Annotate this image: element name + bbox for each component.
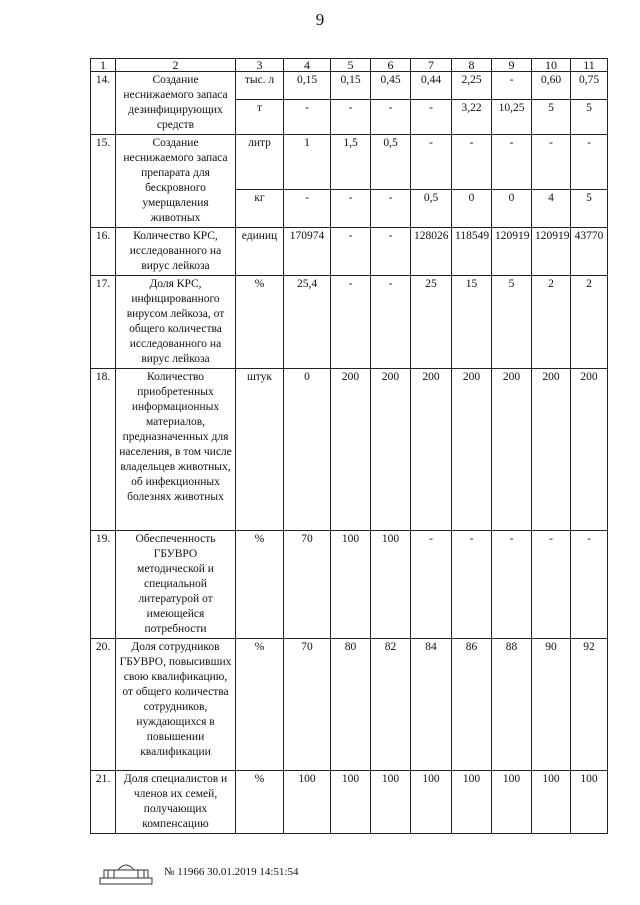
value-cell: 10,25 <box>492 100 532 135</box>
value-cell: 2 <box>571 276 608 369</box>
value-cell: - <box>532 531 571 639</box>
value-cell: 100 <box>571 771 608 834</box>
indicator-name: Количество КРС, исследованного на вирус лейкоза <box>116 228 236 276</box>
value-cell: 82 <box>371 639 411 771</box>
table-row <box>91 276 608 369</box>
column-header: 7 <box>411 59 452 72</box>
column-header: 9 <box>492 59 532 72</box>
column-header: 8 <box>452 59 492 72</box>
value-cell: 3,22 <box>452 100 492 135</box>
value-cell: 0,15 <box>331 72 371 100</box>
value-cell: - <box>492 135 532 190</box>
value-cell: 15 <box>452 276 492 369</box>
table-row <box>91 639 608 771</box>
value-cell: 5 <box>492 276 532 369</box>
unit-cell: % <box>236 276 284 369</box>
indicator-name: Доля сотрудников ГБУВРО, повысивших свою квалификацию, от общего количества сотрудников, нуждающихся в повышении квалификации <box>116 639 236 771</box>
value-cell: 80 <box>331 639 371 771</box>
unit-cell: % <box>236 531 284 639</box>
column-header: 6 <box>371 59 411 72</box>
indicator-name: Доля специалистов и членов их семей, получающих компенсацию <box>116 771 236 834</box>
page-number: 9 <box>315 10 325 29</box>
value-cell: - <box>571 531 608 639</box>
row-number: 17. <box>91 276 116 369</box>
indicator-name: Создание неснижаемого запаса препарата для бескровного умерщвления животных <box>116 135 236 228</box>
value-cell: 5 <box>532 100 571 135</box>
column-header: 2 <box>116 59 236 72</box>
value-cell: 2,25 <box>452 72 492 100</box>
column-header: 5 <box>331 59 371 72</box>
value-cell: 4 <box>532 190 571 228</box>
footer-stamp <box>98 858 298 886</box>
value-cell: 70 <box>284 531 331 639</box>
value-cell: - <box>331 228 371 276</box>
row-number: 14. <box>91 72 116 135</box>
value-cell: 100 <box>371 771 411 834</box>
value-cell: - <box>492 72 532 100</box>
row-number: 18. <box>91 369 116 531</box>
indicator-name: Обеспеченность ГБУВРО методической и специальной литературой от имеющейся потребности <box>116 531 236 639</box>
value-cell: 0 <box>492 190 532 228</box>
value-cell: 86 <box>452 639 492 771</box>
value-cell: - <box>284 100 331 135</box>
value-cell: 25 <box>411 276 452 369</box>
unit-cell: т <box>236 100 284 135</box>
indicator-name: Количество приобретенных информационных материалов, предназначенных для населения, в том числе владельцев животных, об инфекционных болезнях животных <box>116 369 236 531</box>
value-cell: 118549 <box>452 228 492 276</box>
value-cell: - <box>371 100 411 135</box>
column-header: 4 <box>284 59 331 72</box>
value-cell: 5 <box>571 190 608 228</box>
column-header: 11 <box>571 59 608 72</box>
value-cell: 0,44 <box>411 72 452 100</box>
value-cell: - <box>411 100 452 135</box>
unit-cell: литр <box>236 135 284 190</box>
value-cell: 200 <box>492 369 532 531</box>
row-number: 19. <box>91 531 116 639</box>
value-cell: - <box>492 531 532 639</box>
value-cell: - <box>371 228 411 276</box>
value-cell: - <box>452 531 492 639</box>
unit-cell: тыс. л <box>236 72 284 100</box>
emblem-icon <box>98 858 154 886</box>
value-cell: - <box>331 276 371 369</box>
value-cell: - <box>411 531 452 639</box>
value-cell: 1 <box>284 135 331 190</box>
value-cell: - <box>571 135 608 190</box>
value-cell: 100 <box>331 771 371 834</box>
value-cell: 0 <box>284 369 331 531</box>
row-number: 15. <box>91 135 116 228</box>
value-cell: 100 <box>284 771 331 834</box>
value-cell: 5 <box>571 100 608 135</box>
value-cell: 200 <box>452 369 492 531</box>
unit-cell: % <box>236 771 284 834</box>
value-cell: 128026 <box>411 228 452 276</box>
value-cell: - <box>331 100 371 135</box>
value-cell: 0,5 <box>411 190 452 228</box>
unit-cell: % <box>236 639 284 771</box>
unit-cell: единиц <box>236 228 284 276</box>
value-cell: 2 <box>532 276 571 369</box>
value-cell: 100 <box>411 771 452 834</box>
value-cell: - <box>452 135 492 190</box>
value-cell: 200 <box>532 369 571 531</box>
value-cell: 100 <box>452 771 492 834</box>
value-cell: - <box>331 190 371 228</box>
value-cell: - <box>284 190 331 228</box>
header-row <box>91 59 608 72</box>
unit-cell: штук <box>236 369 284 531</box>
row-number: 21. <box>91 771 116 834</box>
table-row <box>91 771 608 834</box>
indicator-name: Доля КРС, инфицированного вирусом лейкоза, от общего количества исследованного на вирус лейкоза <box>116 276 236 369</box>
value-cell: - <box>411 135 452 190</box>
column-header: 10 <box>532 59 571 72</box>
value-cell: 100 <box>492 771 532 834</box>
unit-cell: кг <box>236 190 284 228</box>
value-cell: 0,60 <box>532 72 571 100</box>
value-cell: 200 <box>331 369 371 531</box>
table-row <box>91 531 608 639</box>
value-cell: 70 <box>284 639 331 771</box>
value-cell: - <box>371 190 411 228</box>
value-cell: 0,15 <box>284 72 331 100</box>
value-cell: 100 <box>532 771 571 834</box>
value-cell: 0,45 <box>371 72 411 100</box>
value-cell: 0,5 <box>371 135 411 190</box>
table-row <box>91 72 608 100</box>
value-cell: 0,75 <box>571 72 608 100</box>
value-cell: 0 <box>452 190 492 228</box>
value-cell: 120919 <box>492 228 532 276</box>
value-cell: 200 <box>411 369 452 531</box>
column-header: 1 <box>91 59 116 72</box>
column-header: 3 <box>236 59 284 72</box>
value-cell: 25,4 <box>284 276 331 369</box>
table-row <box>91 135 608 190</box>
value-cell: - <box>532 135 571 190</box>
value-cell: 88 <box>492 639 532 771</box>
indicator-name: Создание неснижаемого запаса дезинфицирующих средств <box>116 72 236 135</box>
row-number: 20. <box>91 639 116 771</box>
doc-stamp-text: № 11966 30.01.2019 14:51:54 <box>164 866 299 878</box>
value-cell: 170974 <box>284 228 331 276</box>
row-number: 16. <box>91 228 116 276</box>
indicators-table <box>90 58 608 834</box>
value-cell: 200 <box>571 369 608 531</box>
table-row <box>91 228 608 276</box>
value-cell: 90 <box>532 639 571 771</box>
value-cell: 84 <box>411 639 452 771</box>
table-row <box>91 369 608 531</box>
value-cell: 92 <box>571 639 608 771</box>
value-cell: 1,5 <box>331 135 371 190</box>
value-cell: 43770 <box>571 228 608 276</box>
value-cell: 200 <box>371 369 411 531</box>
value-cell: 100 <box>371 531 411 639</box>
value-cell: - <box>371 276 411 369</box>
value-cell: 120919 <box>532 228 571 276</box>
value-cell: 100 <box>331 531 371 639</box>
